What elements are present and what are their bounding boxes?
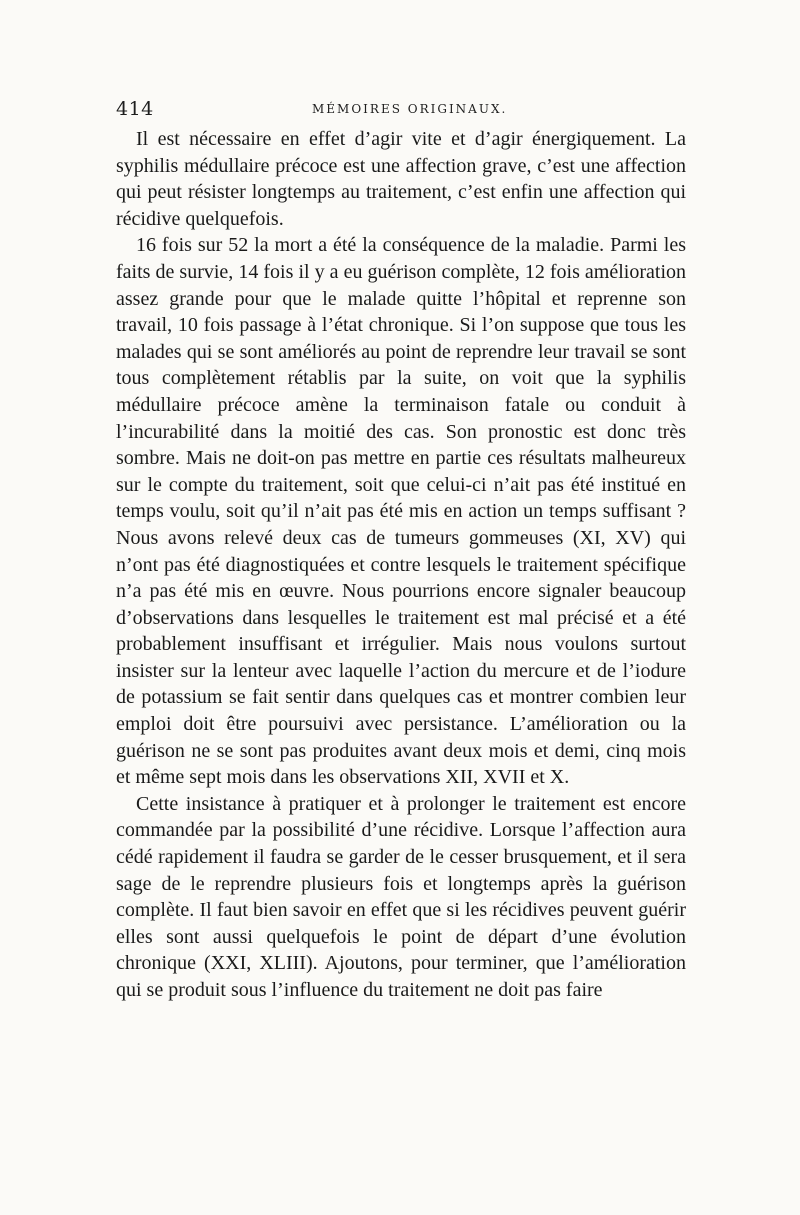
body-text xyxy=(116,126,686,1004)
paragraph-2: 16 fois sur 52 la mort a été la conséquence de la maladie. Parmi les faits de survie, 14 fois il y a eu guérison complète, 12 fois amélioration assez grande pour que le malade quitte l’hôpital et reprenne son travail, 10 fois passage à l’état chronique. Si l’on suppose que tous les malades qui se sont améliorés au point de reprendre leur travail se sont tous complètement rétablis par la suite, on voit que la syphilis médullaire précoce amène la terminaison fatale ou conduit à l’incurabilité dans la moitié des cas. Son pronostic est donc très sombre. Mais ne doit-on pas mettre en partie ces résultats malheureux sur le compte du traitement, soit que celui-ci n’ait pas été institué en temps voulu, soit qu’il n’ait pas été mis en action un temps suffisant ? Nous avons relevé deux cas de tumeurs gommeuses (XI, XV) qui n’ont pas été diagnostiquées et contre lesquels le traitement spécifique n’a pas été mis en œuvre. Nous pourrions encore signaler beaucoup d’observations dans lesquelles le traitement est mal précisé et a été probablement insuffisant et irrégulier. Mais nous voulons surtout insister sur la lenteur avec laquelle l’action du mercure et de l’iodure de potassium se fait sentir dans quelques cas et montrer combien leur emploi doit être poursuivi avec persistance. L’amélioration ou la guérison ne se sont pas produites avant deux mois et demi, cinq mois et même sept mois dans les observations XII, XVII et X. xyxy=(116,234,686,789)
page-number: 414 xyxy=(116,98,154,120)
page-header xyxy=(116,98,686,124)
running-head: MÉMOIRES ORIGINAUX. xyxy=(312,102,508,116)
paragraph-3: Cette insistance à pratiquer et à prolonger le traitement est encore commandée par la possibilité d’une récidive. Lorsque l’affection aura cédé rapidement il faudra se garder de le cesser brusquement, et il sera sage de le reprendre plusieurs fois et longtemps après la guérison complète. Il faut bien savoir en effet que si les récidives peuvent guérir elles sont aussi quelquefois le point de départ d’une évolution chronique (XXI, XLIII). Ajoutons, pour terminer, que l’amélioration qui se produit sous l’influence du traitement ne doit pas faire xyxy=(116,792,686,1001)
paragraph-1: Il est nécessaire en effet d’agir vite et d’agir énergiquement. La syphilis médullaire précoce est une affection grave, c’est une affection qui peut résister longtemps au traitement, c’est enfin une affection qui récidive quelquefois. xyxy=(116,128,686,230)
